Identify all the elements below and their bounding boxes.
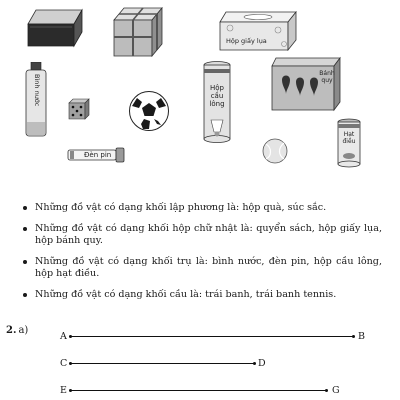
list-item-text: Những đồ vật có dạng khối hộp chữ nhật là: quyển sách, hộp giấy lụa, hộp bánh quy. xyxy=(35,222,382,247)
segment-eg-end-label: G xyxy=(332,385,340,396)
flashlight-label: Đèn pin xyxy=(84,151,112,159)
segment-eg-start-label: E xyxy=(60,385,67,396)
segment-ab-end-label: B xyxy=(358,331,365,342)
list-item xyxy=(22,256,382,281)
gift-box-illustration xyxy=(112,6,164,58)
segment-cd-start-label: C xyxy=(60,358,68,369)
tissue-box-label: Hộp giấy lụa xyxy=(226,37,267,45)
water-bottle-label: Bình nước xyxy=(33,74,41,107)
segment-eg-line xyxy=(70,390,326,391)
cashew-jar-label: Hạt điều xyxy=(342,131,356,145)
segment-ab-end-point xyxy=(352,335,355,338)
list-item-text: Những đồ vật có dạng khối trụ là: bình nước, đèn pin, hộp cầu lông, hộp hạt điều. xyxy=(35,255,382,280)
segment-ab-start-label: A xyxy=(60,331,67,342)
segment-eg-end-point xyxy=(325,389,328,392)
die-illustration xyxy=(68,98,90,120)
cookie-tin-illustration xyxy=(270,56,342,112)
shuttlecock-tube-label: Hộp cầu lông xyxy=(209,84,225,108)
bullet-dot xyxy=(23,260,27,264)
list-item xyxy=(22,202,382,215)
tennis-ball-illustration xyxy=(262,138,288,164)
list-item-text: Những đồ vật có dạng khối lập phương là: hộp quà, súc sắc. xyxy=(35,202,327,213)
list-item xyxy=(22,289,382,302)
book-illustration xyxy=(26,8,84,48)
bullet-dot xyxy=(23,206,27,210)
segment-cd-end-label: D xyxy=(258,358,266,369)
segment-ab-line xyxy=(70,336,354,337)
exercise-number-text: 2. xyxy=(6,325,17,336)
segment-cd-line xyxy=(70,363,255,364)
exercise-part: a) xyxy=(18,325,29,336)
segment-cd-end-point xyxy=(253,362,256,365)
bullet-dot xyxy=(23,227,27,231)
cookie-tin-label: Bánh quy xyxy=(319,70,335,84)
answer-list xyxy=(22,202,382,302)
tissue-box-illustration xyxy=(218,10,298,52)
soccer-ball-illustration xyxy=(128,90,170,132)
list-item xyxy=(22,223,382,248)
bullet-dot xyxy=(23,293,27,297)
exercise-number xyxy=(6,325,28,336)
list-item-text: Những đồ vật có dạng khối cầu là: trái banh, trái banh tennis. xyxy=(35,288,337,300)
